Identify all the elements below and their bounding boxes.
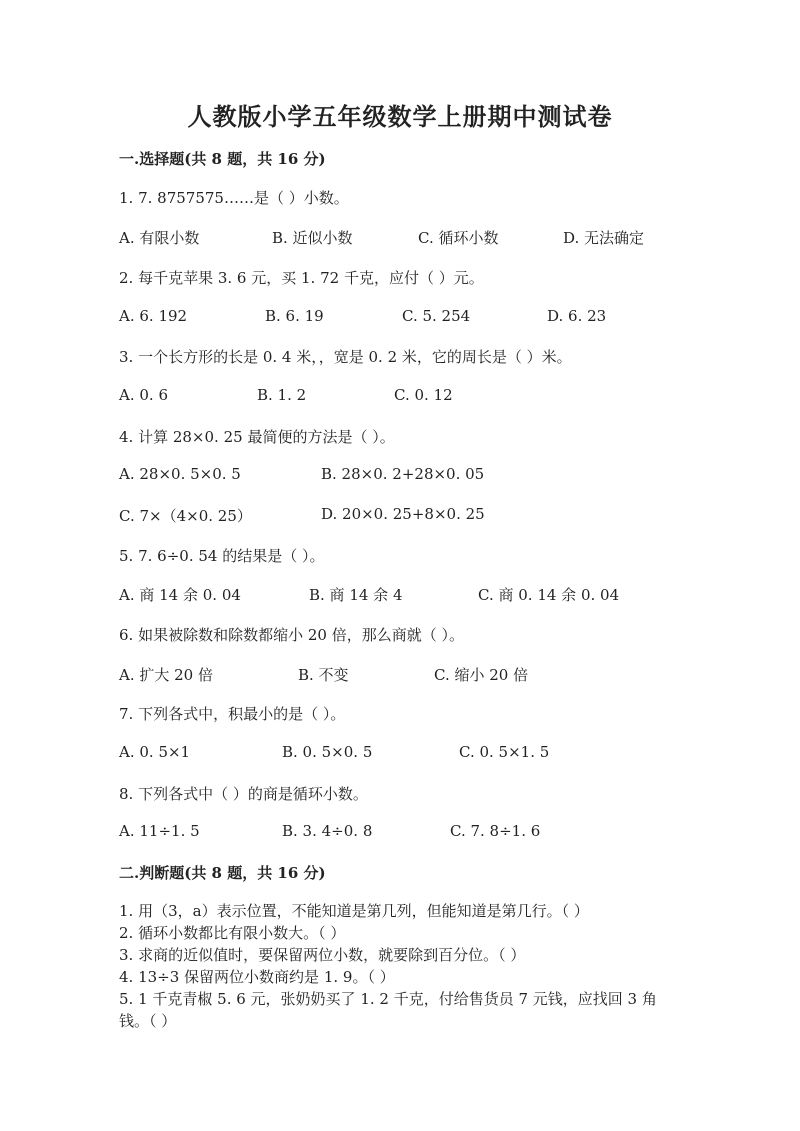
option-b: B. 3. 4÷0. 8 bbox=[282, 822, 373, 840]
option-a: A. 0. 6 bbox=[119, 386, 168, 404]
judgment-item: 3. 求商的近似值时，要保留两位小数，就要除到百分位。（ ） bbox=[119, 946, 526, 964]
options-row bbox=[119, 664, 719, 686]
option-a: A. 有限小数 bbox=[119, 229, 200, 247]
option-b: B. 近似小数 bbox=[272, 229, 353, 247]
options-row bbox=[119, 743, 719, 765]
options-row bbox=[119, 386, 719, 408]
option-c: C. 7×（4×0. 25） bbox=[119, 507, 252, 525]
option-b: B. 6. 19 bbox=[265, 307, 324, 325]
options-row bbox=[119, 822, 719, 844]
judgment-item-continuation: 钱。（ ） bbox=[119, 1012, 177, 1030]
option-c: C. 0. 5×1. 5 bbox=[459, 743, 550, 761]
question-text: 7. 下列各式中，积最小的是（ ）。 bbox=[119, 705, 346, 723]
option-d: D. 无法确定 bbox=[563, 229, 645, 247]
options-row bbox=[119, 584, 719, 606]
option-a: A. 28×0. 5×0. 5 bbox=[119, 465, 241, 483]
option-c: C. 循环小数 bbox=[418, 229, 499, 247]
option-d: D. 20×0. 25+8×0. 25 bbox=[321, 505, 485, 523]
section-heading-judgment: 二.判断题(共 8 题，共 16 分) bbox=[119, 864, 326, 882]
question-text: 2. 每千克苹果 3. 6 元，买 1. 72 千克，应付（ ）元。 bbox=[119, 269, 484, 287]
option-b: B. 28×0. 2+28×0. 05 bbox=[321, 465, 485, 483]
question-text: 5. 7. 6÷0. 54 的结果是（ ）。 bbox=[119, 547, 325, 565]
option-c: C. 7. 8÷1. 6 bbox=[450, 822, 541, 840]
question-text: 4. 计算 28×0. 25 最简便的方法是（ ）。 bbox=[119, 428, 395, 446]
options-row bbox=[119, 505, 719, 527]
option-a: A. 商 14 余 0. 04 bbox=[119, 586, 241, 604]
option-b: B. 0. 5×0. 5 bbox=[282, 743, 373, 761]
judgment-item: 4. 13÷3 保留两位小数商约是 1. 9。（ ） bbox=[119, 968, 395, 986]
option-c: C. 缩小 20 倍 bbox=[434, 666, 529, 684]
question-text: 8. 下列各式中（ ）的商是循环小数。 bbox=[119, 785, 368, 803]
section-heading-choice: 一.选择题(共 8 题，共 16 分) bbox=[119, 150, 326, 168]
question-text: 3. 一个长方形的长是 0. 4 米，，宽是 0. 2 米，它的周长是（ ）米。 bbox=[119, 348, 572, 366]
question-text: 1. 7. 8757575……是（ ）小数。 bbox=[119, 189, 349, 207]
option-c: C. 0. 12 bbox=[394, 386, 453, 404]
option-a: A. 6. 192 bbox=[119, 307, 188, 325]
page-title: 人教版小学五年级数学上册期中测试卷 bbox=[187, 102, 613, 131]
option-c: C. 商 0. 14 余 0. 04 bbox=[478, 586, 620, 604]
option-a: A. 扩大 20 倍 bbox=[119, 666, 213, 684]
option-d: D. 6. 23 bbox=[547, 307, 607, 325]
option-b: B. 不变 bbox=[298, 666, 349, 684]
judgment-item: 5. 1 千克青椒 5. 6 元，张奶奶买了 1. 2 千克，付给售货员 7 元钱，应找回 3 角 bbox=[119, 990, 657, 1008]
question-text: 6. 如果被除数和除数都缩小 20 倍，那么商就（ ）。 bbox=[119, 626, 464, 644]
options-row bbox=[119, 307, 719, 329]
judgment-item: 2. 循环小数都比有限小数大。（ ） bbox=[119, 924, 346, 942]
options-row bbox=[119, 465, 719, 487]
option-a: A. 0. 5×1 bbox=[119, 743, 191, 761]
option-c: C. 5. 254 bbox=[402, 307, 471, 325]
judgment-item: 1. 用（3，a）表示位置，不能知道是第几列，但能知道是第几行。（ ） bbox=[119, 902, 589, 920]
option-b: B. 1. 2 bbox=[257, 386, 307, 404]
option-a: A. 11÷1. 5 bbox=[119, 822, 200, 840]
option-b: B. 商 14 余 4 bbox=[309, 586, 403, 604]
options-row bbox=[119, 227, 719, 249]
